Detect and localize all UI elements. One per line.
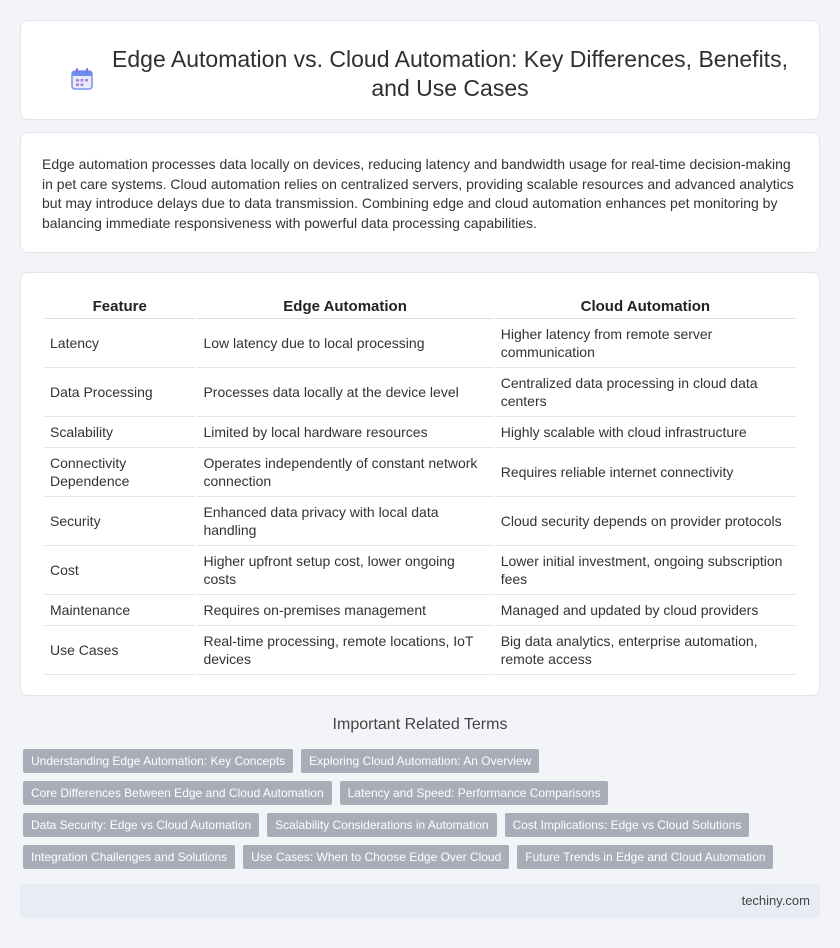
edge-cell: Processes data locally at the device level xyxy=(197,368,492,417)
table-header-row xyxy=(44,295,796,319)
table-row xyxy=(44,417,796,448)
related-tag[interactable]: Cost Implications: Edge vs Cloud Solutions xyxy=(505,813,750,837)
related-tag[interactable]: Exploring Cloud Automation: An Overview xyxy=(301,749,539,773)
edge-cell: Low latency due to local processing xyxy=(197,319,492,368)
edge-cell: Higher upfront setup cost, lower ongoing costs xyxy=(197,546,492,595)
feature-cell: Scalability xyxy=(44,417,195,448)
feature-cell: Maintenance xyxy=(44,595,195,626)
feature-cell: Data Processing xyxy=(44,368,195,417)
related-tag[interactable]: Latency and Speed: Performance Comparisons xyxy=(340,781,609,805)
related-tag[interactable]: Scalability Considerations in Automation xyxy=(267,813,496,837)
edge-cell: Requires on-premises management xyxy=(197,595,492,626)
feature-cell: Cost xyxy=(44,546,195,595)
table-row xyxy=(44,546,796,595)
table-row xyxy=(44,319,796,368)
calendar-icon xyxy=(69,66,95,92)
cloud-cell: Higher latency from remote server communication xyxy=(495,319,796,368)
edge-cell: Operates independently of constant network connection xyxy=(197,448,492,497)
page-title: Edge Automation vs. Cloud Automation: Key Differences, Benefits, and Use Cases xyxy=(112,46,788,101)
edge-cell: Enhanced data privacy with local data handling xyxy=(197,497,492,546)
table-row xyxy=(44,368,796,417)
feature-cell: Latency xyxy=(44,319,195,368)
related-tags xyxy=(23,749,803,869)
cloud-cell: Cloud security depends on provider protocols xyxy=(495,497,796,546)
feature-cell: Security xyxy=(44,497,195,546)
header-edge: Edge Automation xyxy=(197,295,492,319)
related-tag[interactable]: Integration Challenges and Solutions xyxy=(23,845,235,869)
table-row xyxy=(44,595,796,626)
edge-cell: Limited by local hardware resources xyxy=(197,417,492,448)
feature-cell: Connectivity Dependence xyxy=(44,448,195,497)
related-tag[interactable]: Understanding Edge Automation: Key Concepts xyxy=(23,749,293,773)
related-tag[interactable]: Data Security: Edge vs Cloud Automation xyxy=(23,813,259,837)
edge-cell: Real-time processing, remote locations, IoT devices xyxy=(197,626,492,675)
related-tag[interactable]: Use Cases: When to Choose Edge Over Cloud xyxy=(243,845,509,869)
title-card xyxy=(20,20,820,120)
header-cloud: Cloud Automation xyxy=(495,295,796,319)
header-feature: Feature xyxy=(44,295,195,319)
related-tag[interactable]: Core Differences Between Edge and Cloud Automation xyxy=(23,781,332,805)
cloud-cell: Lower initial investment, ongoing subscription fees xyxy=(495,546,796,595)
footer-brand-link[interactable]: techiny.com xyxy=(741,893,810,908)
table-row xyxy=(44,448,796,497)
table-row xyxy=(44,497,796,546)
footer xyxy=(20,884,820,918)
related-terms-heading: Important Related Terms xyxy=(332,716,508,733)
cloud-cell: Highly scalable with cloud infrastructure xyxy=(495,417,796,448)
cloud-cell: Big data analytics, enterprise automation, remote access xyxy=(495,626,796,675)
feature-cell: Use Cases xyxy=(44,626,195,675)
intro-paragraph: Edge automation processes data locally on devices, reducing latency and bandwidth usage for real-time decision-making in pet care systems. Cloud automation relies on centralized servers, providing scalable resources and advanced analytics but may introduce delays due to data transmission. Combining edge and cloud automation enhances pet monitoring by balancing immediate responsiveness with powerful data processing capabilities. xyxy=(42,156,794,231)
related-tag[interactable]: Future Trends in Edge and Cloud Automation xyxy=(517,845,773,869)
comparison-table xyxy=(42,295,798,675)
table-row xyxy=(44,626,796,675)
intro-card xyxy=(20,132,820,253)
cloud-cell: Requires reliable internet connectivity xyxy=(495,448,796,497)
cloud-cell: Managed and updated by cloud providers xyxy=(495,595,796,626)
comparison-card xyxy=(20,272,820,696)
cloud-cell: Centralized data processing in cloud data centers xyxy=(495,368,796,417)
